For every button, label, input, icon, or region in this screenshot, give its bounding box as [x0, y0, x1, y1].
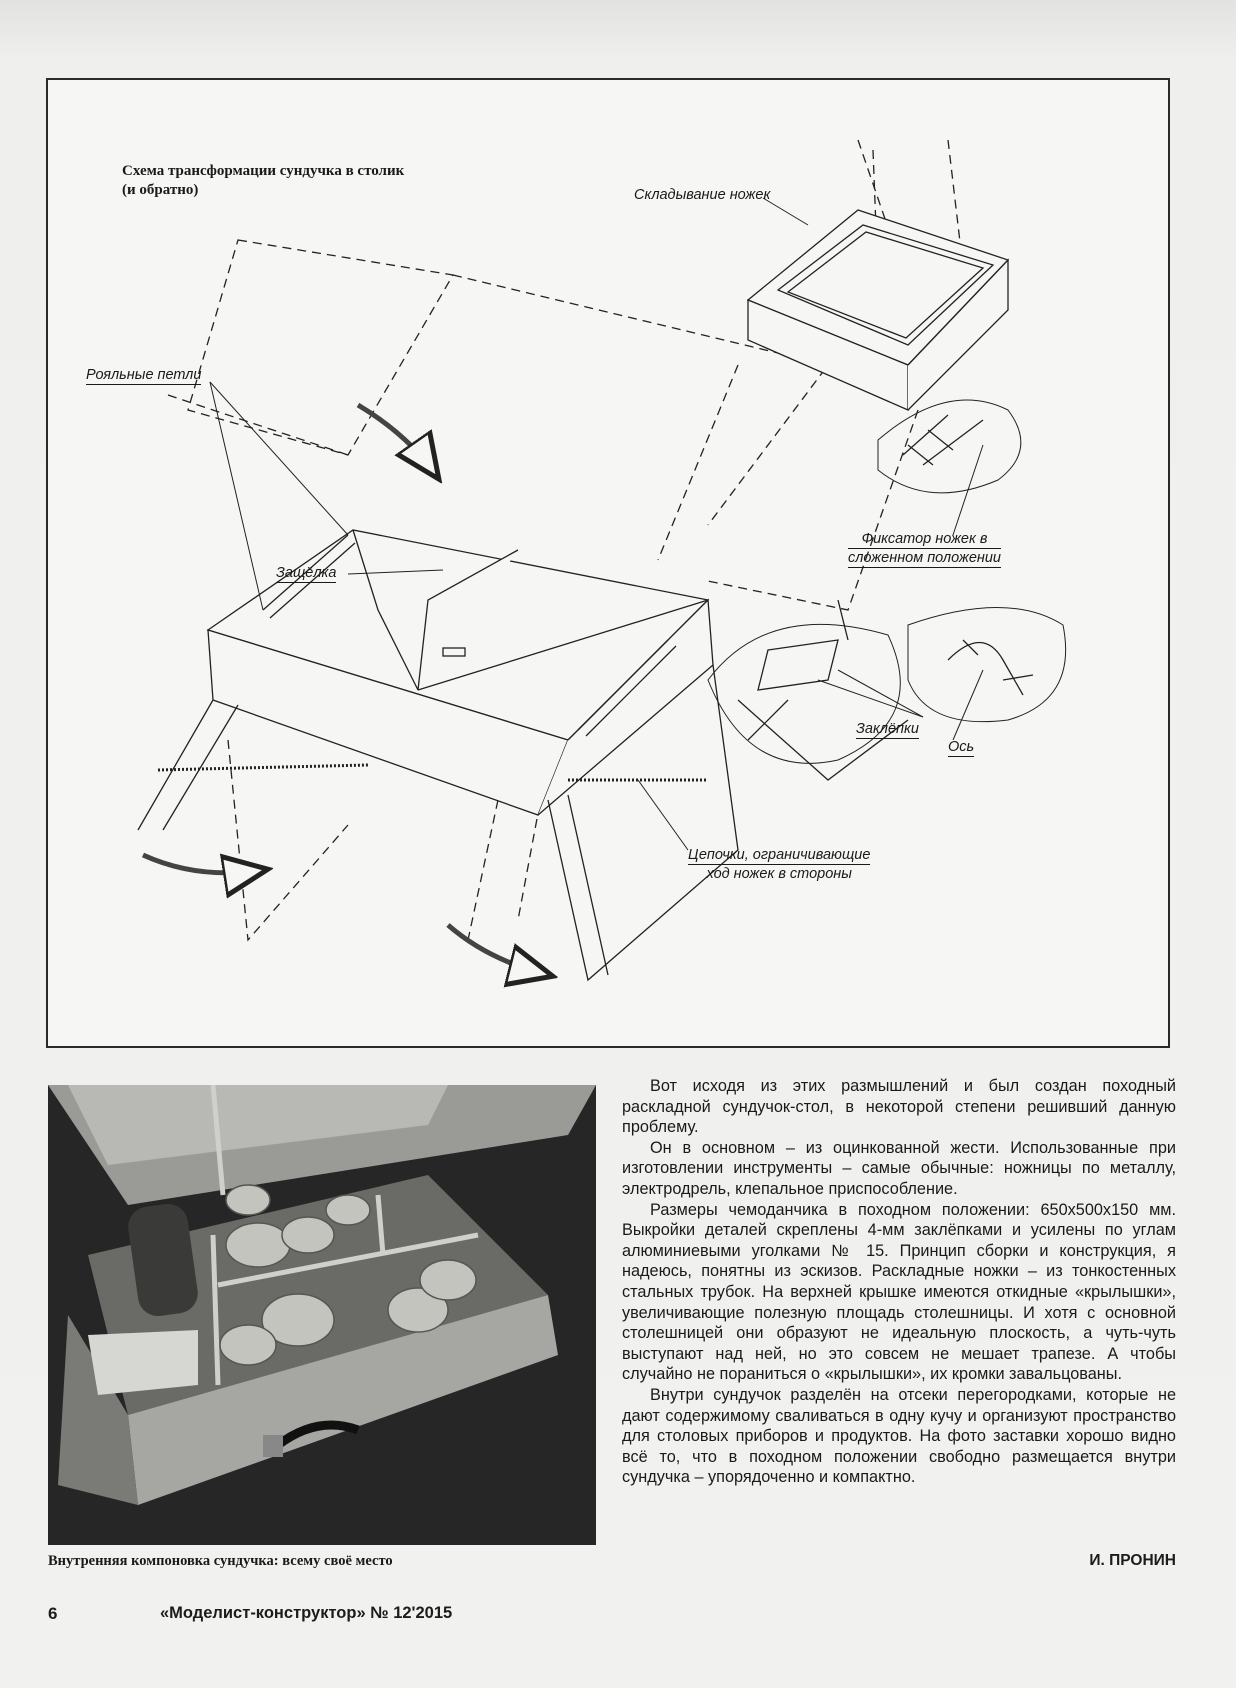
leg-left: [138, 700, 238, 830]
label-leg-lock: [848, 530, 1001, 568]
label-rivets: Заклёпки: [856, 721, 919, 737]
label-axle: Ось: [948, 739, 975, 755]
chain-left: [158, 765, 368, 770]
label-leg-folding: Складывание ножек: [634, 187, 771, 203]
label-chains: [688, 846, 870, 883]
axle-detail: [908, 608, 1066, 722]
rivets-detail: [708, 600, 908, 780]
page-number: 6: [48, 1604, 58, 1623]
figure-title-line2: (и обратно): [122, 182, 199, 198]
article-paragraph: Размеры чемоданчика в походном положении: 650х500х150 мм. Выкройки деталей скреплены 4-мм заклёпками и усилены по углам алюминиевыми уголками № 15. Принцип сборки и конструкция, я надеюсь, понятны из эскизов. Раскладные ножки – из тонкостенных стальных трубок. На верхней крышке имеются откидные «крылышки», увеличивающие полезную площадь столешницы. И хотя с основной столешницей они образуют не идеальную плоскость, а чуть-чуть выступают над ней, но это совсем не мешает трапезе. А чтобы случайно не пораниться о «крылышки», их кромки завальцованы.: [622, 1200, 1176, 1384]
article-paragraph: Внутри сундучок разделён на отсеки перегородками, которые не дают содержимому сваливаться в одну кучу и организуют пространство для столовых приборов и продуктов. На фото заставки хорошо видно всё то, что в походном положении свободно размещается внутри сундучка – упорядоченно и компактно.: [622, 1385, 1176, 1487]
transformation-diagram: [48, 80, 1170, 1048]
label-chains-line1: Цепочки, ограничивающие: [688, 847, 871, 863]
chest-interior-photo: [48, 1085, 596, 1545]
article-paragraph: Вот исходя из этих размышлений и был создан походный раскладной сундучок-стол, в некоторой степени решивший данную проблему.: [622, 1077, 1176, 1137]
label-latch: Защёлка: [276, 565, 337, 581]
folded-legs-box: [748, 210, 1008, 410]
label-leg-lock-line1: Фиксатор ножек в: [848, 530, 1001, 549]
article-body: [622, 1076, 1176, 1488]
label-leg-lock-line2: сложенном положении: [848, 550, 1002, 566]
magazine-issue: «Моделист-конструктор» № 12'2015: [160, 1604, 453, 1622]
figure-title-line1: Схема трансформации сундучка в столик: [122, 163, 405, 179]
leg-lock-detail: [878, 400, 1021, 493]
label-chains-line2: ход ножек в стороны: [706, 866, 852, 882]
photo-caption: Внутренняя компоновка сундучка: всему своё место: [48, 1553, 393, 1569]
article-paragraph: Он в основном – из оцинкованной жести. Использованные при изготовлении инструменты – самые обычные: ножницы по металлу, электродрель, клепальное приспособление.: [622, 1138, 1176, 1198]
chest-photo-illustration: [48, 1085, 596, 1545]
diagram-figure: [46, 78, 1170, 1048]
label-piano-hinges: Рояльные петли: [86, 367, 202, 383]
figure-title: [122, 162, 404, 200]
article-author: И. ПРОНИН: [1089, 1552, 1176, 1569]
